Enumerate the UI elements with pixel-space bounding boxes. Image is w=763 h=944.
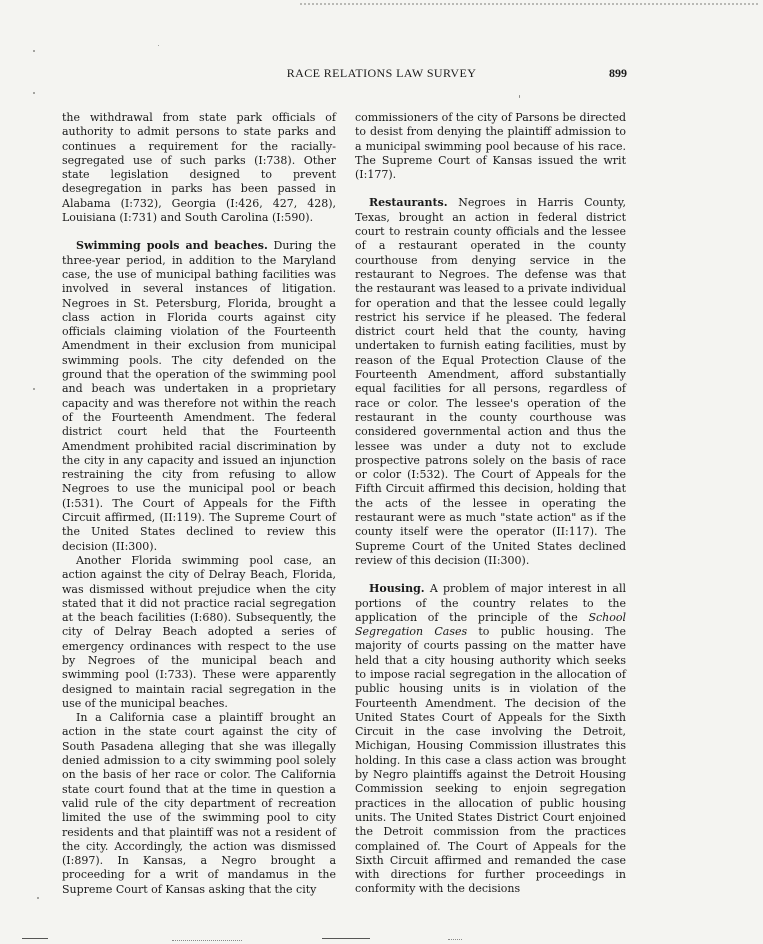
running-title: RACE RELATIONS LAW SURVEY xyxy=(286,66,477,80)
scan-edge-mark xyxy=(448,939,462,940)
scan-edge-mark xyxy=(22,938,48,939)
scan-edge-mark xyxy=(322,938,370,939)
section-heading-restaurants: Restaurants. xyxy=(369,196,448,210)
paragraph-delray-beach: Another Florida swimming pool case, an action against the city of Delray Beach, Florida, was dismissed without prejudice when the city stated that it did not practice racial segregation at the beach facilities (I:680). Subsequently, the city of Delray Beach adopted a series of emergency ordinances with respect to the use by Negroes of the municipal beach and swimming pool (I:733). These were apparently designed to maintain racial segregation in the use of the municipal beaches. xyxy=(62,553,336,710)
left-column xyxy=(62,111,336,897)
paragraph-parsons-kansas: commissioners of the city of Parsons be directed to desist from denying the plaintiff admission to a municipal swimming pool because of his race. The Supreme Court of Kansas issued the writ (I:177). xyxy=(355,111,627,182)
page-header xyxy=(0,66,763,84)
paragraph-swimming-pools xyxy=(62,239,336,554)
section-heading-swimming-pools: Swimming pools and beaches. xyxy=(76,239,268,253)
paragraph-body: A problem of major interest in all portions of the country relates to the application of the principle of the xyxy=(355,582,626,624)
paragraph-body: Negroes in Harris County, Texas, brought an action in federal district court to restrain county officials and the lessee of a restaurant operated in the county courthouse from denying service in the restaurant to Negroes. The defense was that the restaurant was leased to a private individual for operation and that the lessee could legally restrict his service if he pleased. The federal district court held that the county, having undertaken to furnish eating facilities, must by reason of the Equal Protection Clause of the Fourteenth Amendment, afford substantially equal facilities for all persons, regardless of race or color. The lessee's operation of the restaurant in the county courthouse was considered governmental action and thus the lessee was under a duty not to exclude prospective patrons solely on the basis of race or color (I:532). The Court of Appeals for the Fifth Circuit affirmed this decision, holding that the acts of the lessee in operating the restaurant were as much "state action" as if the county itself were the operator (II:117). The Supreme Court of the United States declined review of this decision (II:300). xyxy=(355,196,626,567)
paragraph-restaurants xyxy=(355,196,626,568)
scan-speck xyxy=(33,92,35,94)
paragraph-park-legislation: the withdrawal from state park officials of authority to admit persons to state parks and continues a requirement for the racially-segregated use of such parks (I:738). Other state legislation designed to prevent desegregation in parks has been passed in Alabama (I:732), Georgia (I:426, 427, 428), Louisiana (I:731) and South Carolina (I:590). xyxy=(62,111,336,225)
paragraph-body: to public housing. The majority of courts passing on the matter have held that a city housing authority which seeks to impose racial segregation in the allocation of public housing units is in violation of the Fourteenth Amendment. The decision of the United States Court of Appeals for the Sixth Circuit in the case involving the Detroit, Michigan, Housing Commission illustrates this holding. In this case a class action was brought by Negro plaintiffs against the Detroit Housing Commission seeking to enjoin segregation practices in the allocation of public housing units. The United States District Court enjoined the Detroit commission from the practices complained of. The Court of Appeals for the Sixth Circuit affirmed and remanded the case with directions for further proceedings in conformity with the decisions xyxy=(355,625,627,896)
scan-speck xyxy=(33,388,35,390)
paragraph-body: During the three-year period, in addition to the Maryland case, the use of municipal bathing facilities was involved in several instances of litigation. Negroes in St. Petersburg, Florida, brought a class action in Florida courts against city officials claiming violation of the Fourteenth Amendment in their exclusion from municipal swimming pools. The city defended on the ground that the operation of the swimming pool and beach was undertaken in a proprietary capacity and was therefore not within the reach of the Fourteenth Amendment. The federal district court held that the Fourteenth Amendment prohibited racial discrimination by the city in any capacity and issued an injunction restraining the city from refusing to allow Negroes to use the municipal pool or beach (I:531). The Court of Appeals for the Fifth Circuit affirmed, (II:119). The Supreme Court of the United States declined to review this decision (II:300). xyxy=(62,239,336,553)
scan-edge-mark xyxy=(172,940,242,941)
scan-top-edge xyxy=(300,3,758,5)
section-heading-housing: Housing. xyxy=(369,582,425,596)
paragraph-housing xyxy=(355,582,626,897)
paragraph-california-case: In a California case a plaintiff brought an action in the state court against the city of South Pasadena alleging that she was illegally denied admission to a city swimming pool solely on the basis of her race or color. The California state court found that at the time in question a valid rule of the city department of recreation limited the use of the swimming pool to city residents and that plaintiff was not a resident of the city. Accordingly, the action was dismissed (I:897). In Kansas, a Negro brought a proceeding for a writ of mandamus in the Supreme Court of Kansas asking that the city xyxy=(62,711,336,896)
page-number: 899 xyxy=(609,66,627,80)
scan-speck xyxy=(519,95,520,98)
case-name-italic: School Segregation Cases xyxy=(355,610,626,639)
scan-speck xyxy=(33,50,35,52)
scan-speck xyxy=(158,45,159,46)
right-column xyxy=(355,111,626,897)
scan-speck xyxy=(37,897,39,899)
